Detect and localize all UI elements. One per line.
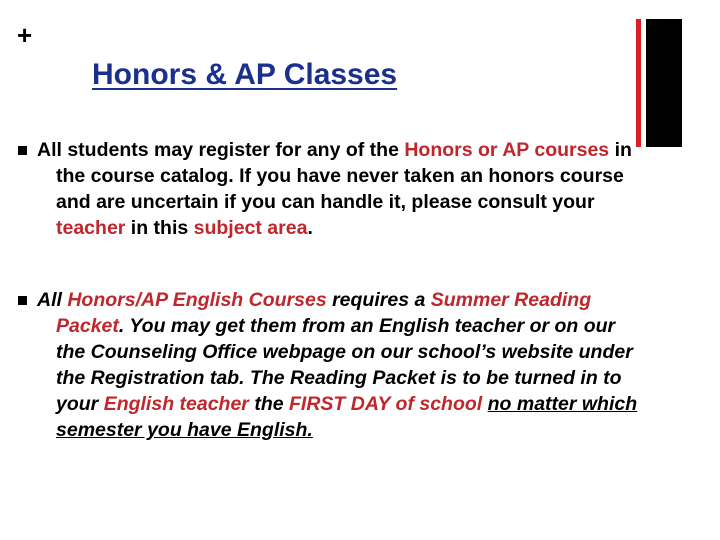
highlight-subject-area: subject area <box>193 217 308 239</box>
page-title: Honors & AP Classes <box>92 58 398 91</box>
bullet-text: All students may register for any of the Honors or AP courses in the course catalog. If you have never taken an honors course and are uncertain if you can handle it, please consult your teacher in this subject area. <box>37 139 632 239</box>
highlight-first-day: FIRST DAY of school <box>289 393 483 415</box>
bullet-square-icon <box>18 146 27 155</box>
highlight-teacher: teacher <box>56 217 126 239</box>
bullet-registration <box>18 137 638 241</box>
plus-symbol: + <box>17 20 33 50</box>
underlined-note: no matter which semester you have English. <box>56 393 638 441</box>
highlight-english-courses: Honors/AP English Courses <box>67 289 327 311</box>
highlight-honors-ap: Honors or AP courses <box>404 139 610 161</box>
bullet-summer-reading <box>18 287 638 443</box>
accent-bar-black <box>646 19 682 147</box>
highlight-english-teacher: English teacher <box>103 393 249 415</box>
highlight-reading-packet: Summer Reading Packet <box>56 289 592 337</box>
bullet-square-icon <box>18 296 27 305</box>
accent-bar-red <box>636 19 641 147</box>
bullet-text: All Honors/AP English Courses requires a Summer Reading Packet. You may get them from an English teacher or on our the Counseling Office webpage on our school’s website under the Registration tab. The Reading Packet is to be turned in to your English teacher the FIRST DAY of school no matter which semester you have English. <box>37 289 638 441</box>
